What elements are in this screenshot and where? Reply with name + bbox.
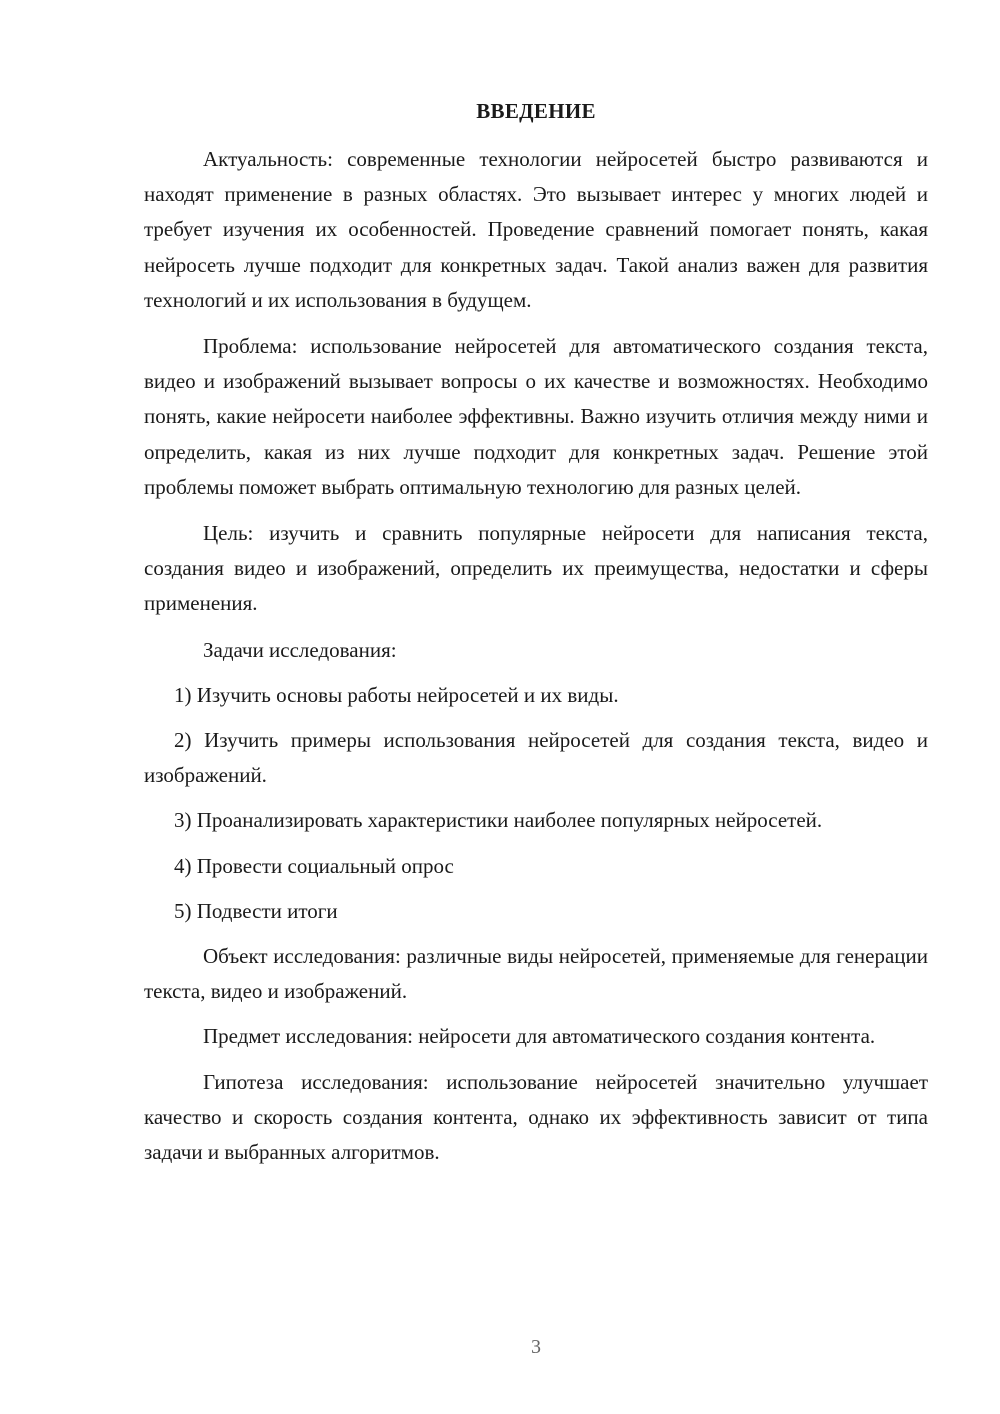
page-number: 3 — [531, 1336, 541, 1358]
list-item-task-1: 1) Изучить основы работы нейросетей и их виды. — [174, 682, 619, 707]
paragraph-subject: Предмет исследования: нейросети для автоматического создания контента. — [203, 1024, 876, 1049]
paragraph-goal: Цель: изучить и сравнить популярные нейросети для написания текста, создания видео и изображений, определить их преимущества, недостатки и сферы применения. — [144, 521, 928, 616]
paragraph-object: Объект исследования: различные виды нейросетей, применяемые для генерации текста, видео и изображений. — [144, 944, 928, 1004]
paragraph-problem: Проблема: использование нейросетей для автоматического создания текста, видео и изображений вызывает вопросы о их качестве и возможностях. Необходимо понять, какие нейросети наиболее эффективны. Важно изучить отличия между ними и определить, какая из них лучше подходит для конкретных задач. Решение этой проблемы поможет выбрать оптимальную технологию для разных целей. — [144, 334, 928, 499]
list-item-task-2: 2) Изучить примеры использования нейросетей для создания текста, видео и изображений. — [144, 728, 928, 788]
paragraph-tasks-heading: Задачи исследования: — [203, 637, 397, 662]
list-item-task-5: 5) Подвести итоги — [174, 898, 338, 923]
document-body — [144, 142, 928, 1180]
page-title: ВВЕДЕНИЕ — [476, 99, 596, 123]
paragraph-relevance: Актуальность: современные технологии нейросетей быстро развиваются и находят применение в разных областях. Это вызывает интерес у многих людей и требует изучения их особенностей. Проведение сравнений помогает понять, какая нейросеть лучше подходит для конкретных задач. Такой анализ важен для развития технологий и их использования в будущем. — [144, 147, 928, 312]
paragraph-hypothesis: Гипотеза исследования: использование нейросетей значительно улучшает качество и скорость создания контента, однако их эффективность зависит от типа задачи и выбранных алгоритмов. — [144, 1069, 928, 1165]
list-item-task-4: 4) Провести социальный опрос — [174, 853, 454, 878]
list-item-task-3: 3) Проанализировать характеристики наиболее популярных нейросетей. — [174, 808, 823, 833]
